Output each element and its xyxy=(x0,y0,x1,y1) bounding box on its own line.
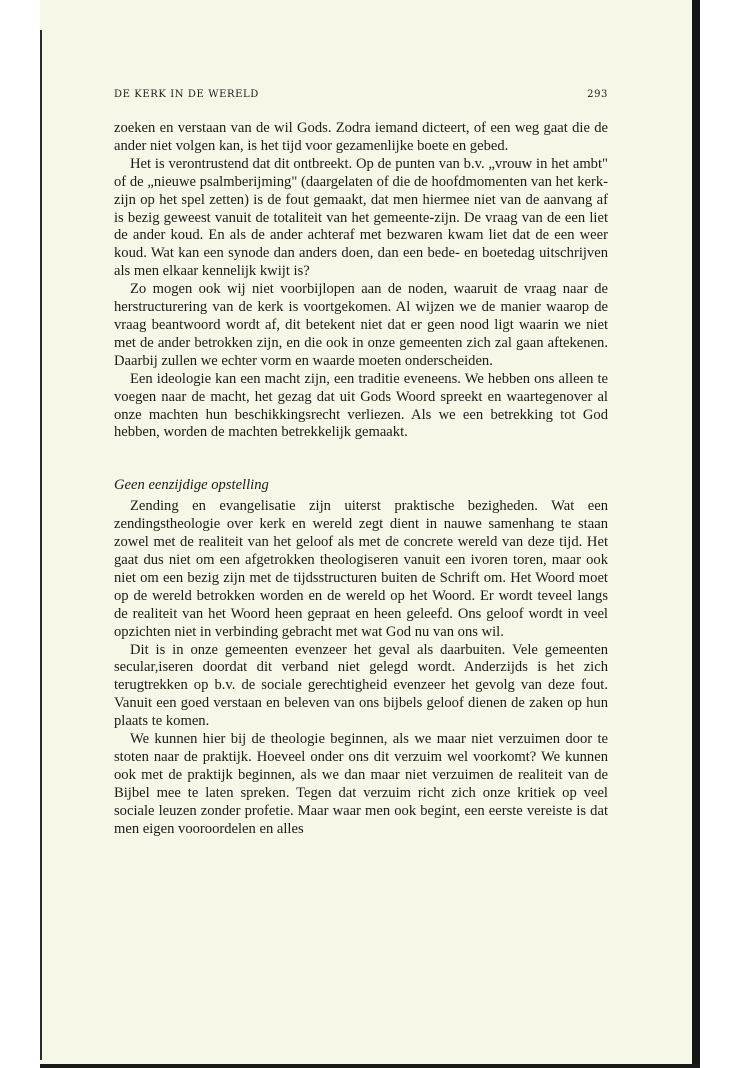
page-number: 293 xyxy=(587,89,608,100)
book-page xyxy=(40,0,700,1068)
running-head xyxy=(114,89,608,100)
paragraph-6: Dit is in onze gemeenten evenzeer het geval als daarbuiten. Vele gemeenten secular,iseren doordat dit verband niet gelegd wordt. Anderzijds is het zich terugtrekken op b.v. de sociale gerechtigheid evenzeer het gevolg van deze fout. Vanuit een goed verstaan en beleven van ons bijbels geloof dienen de zaken op hun plaats te komen. xyxy=(114,641,608,730)
book-spine-edge xyxy=(692,0,700,1068)
page-edge-shadow xyxy=(40,30,42,1060)
running-title: DE KERK IN DE WERELD xyxy=(114,89,259,100)
body-text xyxy=(114,120,608,839)
paragraph-2: Het is verontrustend dat dit ontbreekt. Op de punten van b.v. „vrouw in het ambt" of de „nieuwe psalmberijming" (daargelaten of die de hoofdmomenten van het kerk-zijn op het spel zetten) is de fout gemaakt, dat men hiermee niet van de aanvang af is bezig geweest vanuit de totaliteit van het gemeente-zijn. De vraag van de een liet de ander koud. En als de ander achteraf met bezwaren kwam liet dat de een weer koud. Wat kan een synode dan anders doen, dan een bede- en boetedag uitschrijven als men elkaar kennelijk kwijt is? xyxy=(114,155,608,280)
paragraph-3: Zo mogen ook wij niet voorbijlopen aan de noden, waaruit de vraag naar de herstructurering van de kerk is voortgekomen. Al wijzen we de manier waarop de vraag beantwoord wordt af, dit betekent niet dat er geen nood ligt waarin we niet met de ander betrokken zijn, en die ook in onze gemeenten zich zal gaan aftekenen. Daarbij zullen we echter vorm en waarde moeten onderscheiden. xyxy=(114,281,608,369)
paragraph-1: zoeken en verstaan van de wil Gods. Zodra iemand dicteert, of een weg gaat die de ander niet volgen kan, is het tijd voor gezamenlijke boete en gebed. xyxy=(114,120,608,154)
section-heading: Geen eenzijdige opstelling xyxy=(114,477,269,494)
paragraph-5: Zending en evangelisatie zijn uiterst praktische bezigheden. Wat een zendingstheologie over kerk en wereld zegt dient in nauwe samenhang te staan zowel met de realiteit van het geloof als met de concrete wereld van deze tijd. Het gaat dus niet om een afgetrokken theologiseren vanuit een ivoren toren, maar ook niet om een bezig zijn met de tijdsstructuren buiten de Schrift om. Het Woord moet op de wereld betrokken worden en de wereld op het Woord. Er wordt teveel langs de realiteit van het Woord heen gepraat en heen geleefd. Ons geloof wordt in veel opzichten niet in verbinding gebracht met wat God nu van ons wil. xyxy=(114,498,608,640)
page-bottom-edge xyxy=(40,1064,700,1068)
paragraph-7: We kunnen hier bij de theologie beginnen, als we maar niet verzuimen door te stoten naar de praktijk. Hoeveel onder ons dit verzuim wel voorkomt? We kunnen ook met de praktijk beginnen, als we dan maar niet verzuimen de realiteit van de Bijbel mee te laten spreken. Tegen dat verzuim richt zich onze kritiek op veel sociale leuzen zonder profetie. Maar waar men ook begint, een eerste vereiste is dat men eigen vooroordelen en alles xyxy=(114,731,608,837)
paragraph-4: Een ideologie kan een macht zijn, een traditie eveneens. We hebben ons alleen te voegen naar de macht, het gezag dat uit Gods Woord spreekt en waartegenover al onze machten hun beschikkingsrecht verliezen. Als we een betrekking tot God hebben, worden de machten betrekkelijk gemaakt. xyxy=(114,370,608,441)
